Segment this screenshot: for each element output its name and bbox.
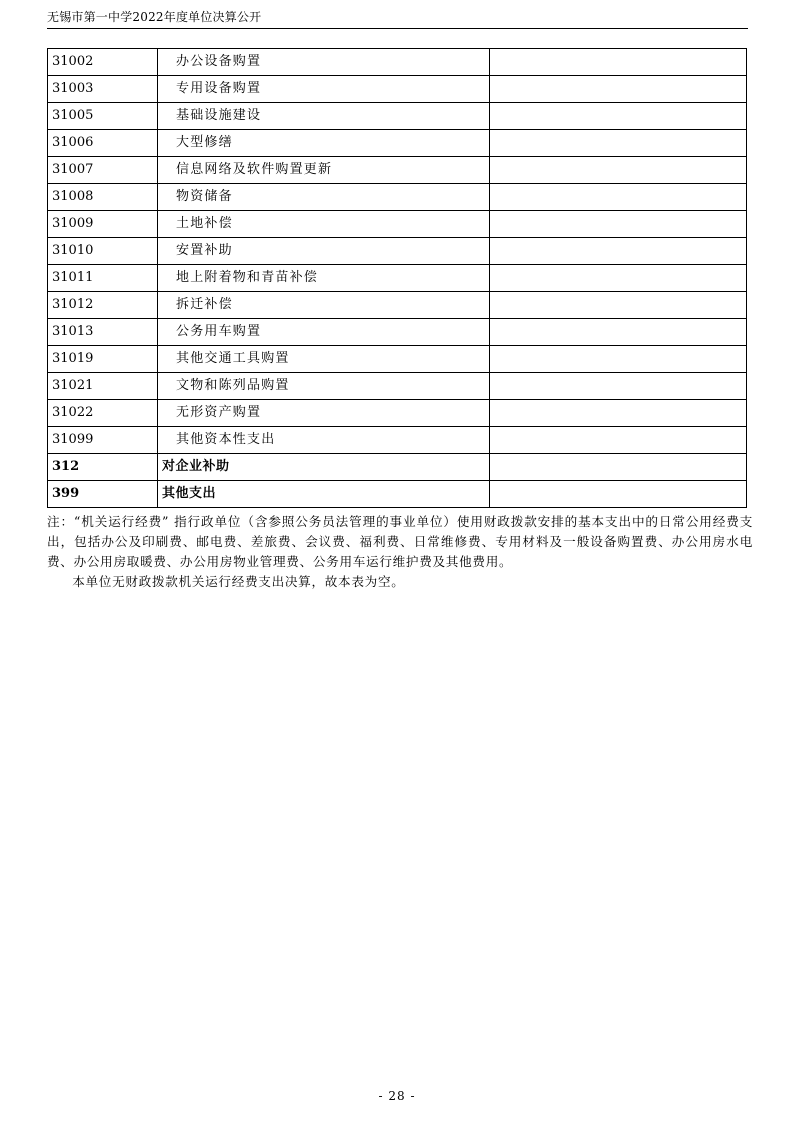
account-name: 其他支出: [158, 481, 490, 508]
account-code: 31007: [48, 157, 158, 184]
account-code: 31099: [48, 427, 158, 454]
amount-cell: [490, 211, 747, 238]
table-note: [47, 512, 753, 592]
account-code: 31022: [48, 400, 158, 427]
account-code: 31012: [48, 292, 158, 319]
amount-cell: [490, 427, 747, 454]
account-name: 拆迁补偿: [158, 292, 490, 319]
table-row: [48, 130, 747, 157]
account-code: 31013: [48, 319, 158, 346]
account-name: 公务用车购置: [158, 319, 490, 346]
account-code: 31008: [48, 184, 158, 211]
amount-cell: [490, 238, 747, 265]
account-name: 办公设备购置: [158, 49, 490, 76]
document-header: 无锡市第一中学2022年度单位决算公开: [47, 10, 262, 24]
table-row: [48, 103, 747, 130]
amount-cell: [490, 130, 747, 157]
table-row: [48, 454, 747, 481]
account-code: 31006: [48, 130, 158, 157]
account-code: 31003: [48, 76, 158, 103]
account-name: 专用设备购置: [158, 76, 490, 103]
account-name: 安置补助: [158, 238, 490, 265]
account-code: 31002: [48, 49, 158, 76]
account-name: 信息网络及软件购置更新: [158, 157, 490, 184]
amount-cell: [490, 265, 747, 292]
amount-cell: [490, 319, 747, 346]
account-code: 31019: [48, 346, 158, 373]
note-empty-statement: 本单位无财政拨款机关运行经费支出决算，故本表为空。: [72, 574, 405, 589]
amount-cell: [490, 292, 747, 319]
table-row: [48, 184, 747, 211]
table-row: [48, 292, 747, 319]
account-name: 其他交通工具购置: [158, 346, 490, 373]
account-name: 大型修缮: [158, 130, 490, 157]
account-code: 31011: [48, 265, 158, 292]
table-row: [48, 346, 747, 373]
account-code: 31009: [48, 211, 158, 238]
table-row: [48, 76, 747, 103]
account-code: 399: [48, 481, 158, 508]
amount-cell: [490, 454, 747, 481]
amount-cell: [490, 373, 747, 400]
account-code: 31005: [48, 103, 158, 130]
amount-cell: [490, 76, 747, 103]
table-row: [48, 427, 747, 454]
amount-cell: [490, 481, 747, 508]
account-name: 文物和陈列品购置: [158, 373, 490, 400]
table-row: [48, 211, 747, 238]
account-name: 地上附着物和青苗补偿: [158, 265, 490, 292]
table-row: [48, 481, 747, 508]
account-code: 312: [48, 454, 158, 481]
expenditure-table: [47, 48, 747, 508]
table-row: [48, 157, 747, 184]
account-code: 31010: [48, 238, 158, 265]
amount-cell: [490, 346, 747, 373]
table-row: [48, 265, 747, 292]
amount-cell: [490, 157, 747, 184]
table-row: [48, 373, 747, 400]
header-rule: [47, 28, 748, 29]
table-row: [48, 319, 747, 346]
table-row: [48, 238, 747, 265]
account-name: 土地补偿: [158, 211, 490, 238]
table-row: [48, 49, 747, 76]
page-number: - 28 -: [378, 1089, 416, 1103]
account-name: 基础设施建设: [158, 103, 490, 130]
account-name: 对企业补助: [158, 454, 490, 481]
table-row: [48, 400, 747, 427]
account-name: 其他资本性支出: [158, 427, 490, 454]
amount-cell: [490, 400, 747, 427]
amount-cell: [490, 184, 747, 211]
note-definition: 注：“机关运行经费” 指行政单位（含参照公务员法管理的事业单位）使用财政拨款安排的基本支出中的日常公用经费支出，包括办公及印刷费、邮电费、差旅费、会议费、福利费、日常维修费、专用材料及一般设备购置费、办公用房水电费、办公用房取暖费、办公用房物业管理费、公务用车运行维护费及其他费用。: [47, 514, 753, 569]
account-code: 31021: [48, 373, 158, 400]
account-name: 无形资产购置: [158, 400, 490, 427]
amount-cell: [490, 49, 747, 76]
amount-cell: [490, 103, 747, 130]
account-name: 物资储备: [158, 184, 490, 211]
